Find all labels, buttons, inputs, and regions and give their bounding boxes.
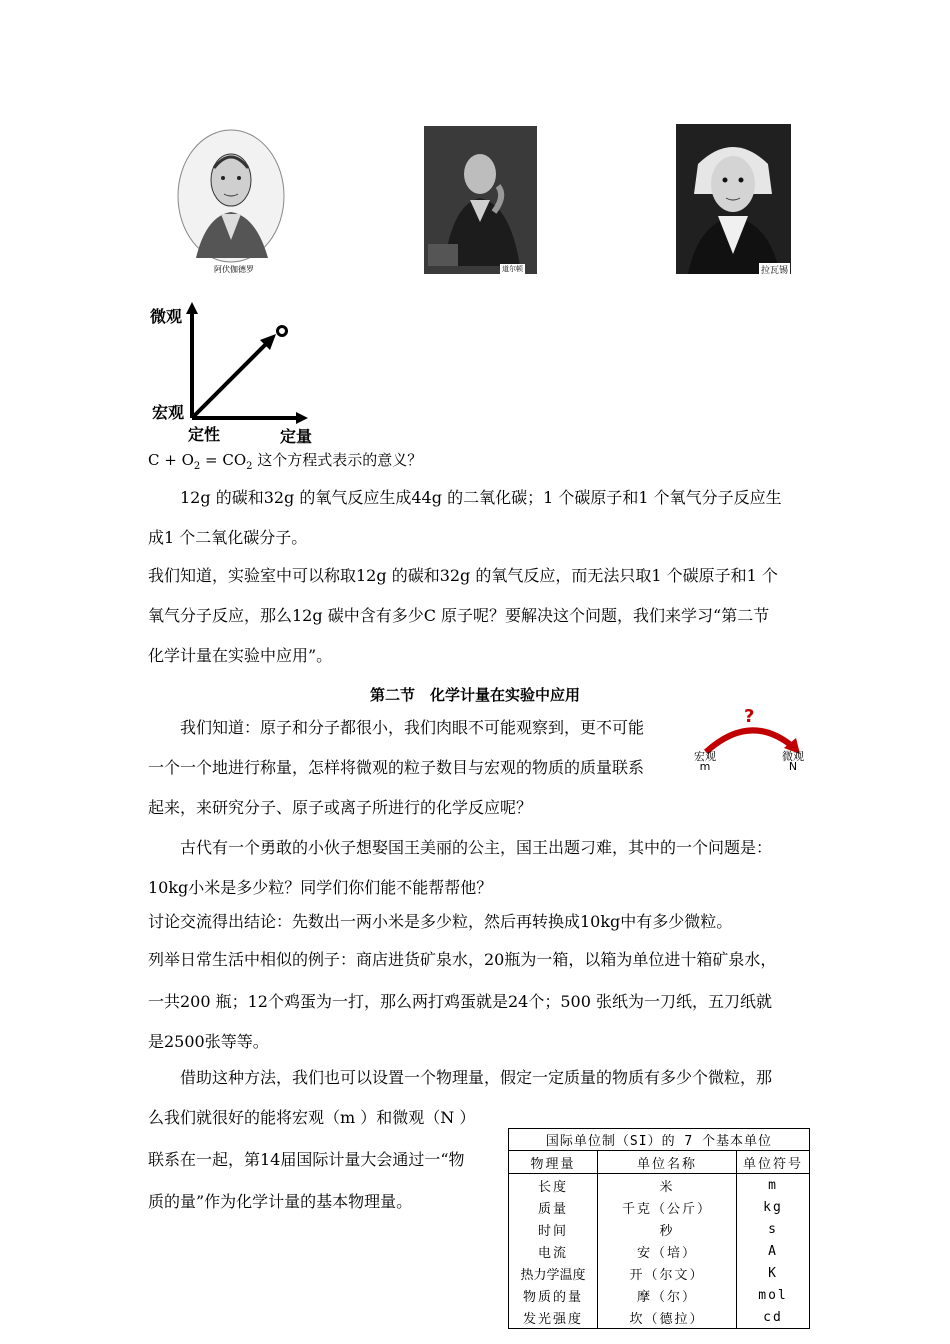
table-row <box>509 1218 810 1240</box>
paragraph-2-line-3: 化学计量在实验中应用”。 <box>148 646 333 665</box>
avogadro-portrait <box>176 128 286 274</box>
lavoisier-caption: 拉瓦锡 <box>759 263 790 274</box>
si-cell-quantity: 质量 <box>509 1196 598 1218</box>
si-header-quantity: 物理量 <box>509 1151 598 1174</box>
si-cell-quantity: 长度 <box>509 1174 598 1197</box>
si-cell-unit-name: 米 <box>598 1174 737 1197</box>
equation-line <box>148 452 808 475</box>
equation-question: 这个方程式表示的意义？ <box>252 451 423 469</box>
axis-x-mid-label: 定性 <box>188 425 221 444</box>
figure-left-text: 宏观 <box>694 750 716 763</box>
paragraph-6-line-3: 是2500张等等。 <box>148 1032 269 1051</box>
paragraph-6-line-1: 列举日常生活中相似的例子：商店进货矿泉水，20瓶为一箱，以箱为单位进十箱矿泉水， <box>148 950 777 969</box>
paragraph-2-line-1: 我们知道，实验室中可以称取12g 的碳和32g 的氧气反应，而无法只取1 个碳原子和1 个 <box>148 566 778 585</box>
paragraph-1-line-2: 成1 个二氧化碳分子。 <box>148 528 308 547</box>
equation-o2-subscript: 2 <box>193 461 201 472</box>
si-cell-unit-symbol: A <box>737 1240 810 1262</box>
si-cell-unit-name: 开（尔文） <box>598 1262 737 1284</box>
dalton-caption: 道尔顿 <box>502 265 523 273</box>
paragraph-3-line-3: 起来，来研究分子、原子或离子所进行的化学反应呢？ <box>148 798 533 817</box>
si-cell-unit-name: 摩（尔） <box>598 1284 737 1306</box>
macro-micro-figure <box>692 706 814 776</box>
avogadro-caption: 阿伏伽德罗 <box>214 265 254 274</box>
paragraph-7-line-2: 么我们就很好的能将宏观（m ）和微观（N ） <box>148 1108 476 1127</box>
table-row <box>509 1284 810 1306</box>
equation-lhs: C + O <box>148 451 194 469</box>
si-cell-quantity: 物质的量 <box>509 1284 598 1306</box>
si-table-header-row <box>509 1151 810 1174</box>
paragraph-6-line-2: 一共200 瓶；12个鸡蛋为一打，那么两打鸡蛋就是24个；500 张纸为一刀纸，五刀纸就 <box>148 992 772 1011</box>
table-row <box>509 1196 810 1218</box>
table-row <box>509 1174 810 1197</box>
figure-left-label <box>694 752 716 772</box>
si-cell-quantity: 热力学温度 <box>509 1262 598 1284</box>
si-units-table <box>508 1128 810 1329</box>
si-cell-unit-symbol: K <box>737 1262 810 1284</box>
paragraph-4-line-2: 10kg小米是多少粒？同学们你们能不能帮帮他？ <box>148 878 493 897</box>
axis-origin-label: 宏观 <box>152 403 185 422</box>
figure-right-text: 微观 <box>782 750 804 763</box>
equation-co2-subscript: 2 <box>246 461 253 472</box>
lavoisier-portrait <box>676 124 791 274</box>
figure-right-sub: N <box>788 760 798 773</box>
si-cell-unit-name: 坎（德拉） <box>598 1306 737 1329</box>
paragraph-3-line-2: 一个一个地进行称量，怎样将微观的粒子数目与宏观的物质的质量联系 <box>148 758 645 777</box>
figure-left-sub: m <box>699 760 711 773</box>
si-header-unit-symbol: 单位符号 <box>737 1151 810 1174</box>
si-table-caption: 国际单位制（SI）的 7 个基本单位 <box>509 1129 810 1151</box>
si-cell-unit-name: 秒 <box>598 1218 737 1240</box>
si-cell-unit-symbol: m <box>737 1174 810 1197</box>
paragraph-7-line-1: 借助这种方法，我们也可以设置一个物理量，假定一定质量的物质有多少个微粒，那 <box>180 1068 773 1087</box>
si-cell-unit-symbol: cd <box>737 1306 810 1329</box>
paragraph-4-line-1: 古代有一个勇敢的小伙子想娶国王美丽的公主，国王出题刁难，其中的一个问题是： <box>180 838 773 857</box>
si-cell-unit-name: 千克（公斤） <box>598 1196 737 1218</box>
paragraph-7-line-4: 质的量”作为化学计量的基本物理量。 <box>148 1192 413 1211</box>
section-heading: 第二节 化学计量在实验中应用 <box>369 686 580 704</box>
axis-y-label: 微观 <box>150 307 183 326</box>
axis-x-end-label: 定量 <box>280 427 313 446</box>
dalton-portrait <box>424 126 537 274</box>
figure-right-label <box>782 752 804 772</box>
paragraph-7-line-3: 联系在一起，第14届国际计量大会通过一“物 <box>148 1150 465 1169</box>
si-header-unit-name: 单位名称 <box>598 1151 737 1174</box>
figure-question-mark: ? <box>744 706 755 727</box>
table-row <box>509 1262 810 1284</box>
paragraph-2-line-2: 氧气分子反应，那么12g 碳中含有多少C 原子呢？要解决这个问题，我们来学习“第二节 <box>148 606 770 625</box>
paragraph-1-line-1: 12g 的碳和32g 的氧气反应生成44g 的二氧化碳；1 个碳原子和1 个氧气分子反应生 <box>180 488 782 507</box>
table-row <box>509 1240 810 1262</box>
equation-mid: = CO <box>200 451 247 469</box>
si-cell-unit-symbol: s <box>737 1218 810 1240</box>
axis-diagram <box>148 300 328 446</box>
si-table-caption-row <box>509 1129 810 1151</box>
paragraph-3-line-1: 我们知道：原子和分子都很小，我们肉眼不可能观察到，更不可能 <box>180 718 645 737</box>
si-cell-unit-name: 安（培） <box>598 1240 737 1262</box>
si-cell-quantity: 发光强度 <box>509 1306 598 1329</box>
table-row <box>509 1306 810 1329</box>
si-cell-unit-symbol: mol <box>737 1284 810 1306</box>
si-cell-unit-symbol: kg <box>737 1196 810 1218</box>
si-cell-quantity: 时间 <box>509 1218 598 1240</box>
paragraph-5: 讨论交流得出结论：先数出一两小米是多少粒，然后再转换成10kg中有多少微粒。 <box>148 912 733 931</box>
si-cell-quantity: 电流 <box>509 1240 598 1262</box>
